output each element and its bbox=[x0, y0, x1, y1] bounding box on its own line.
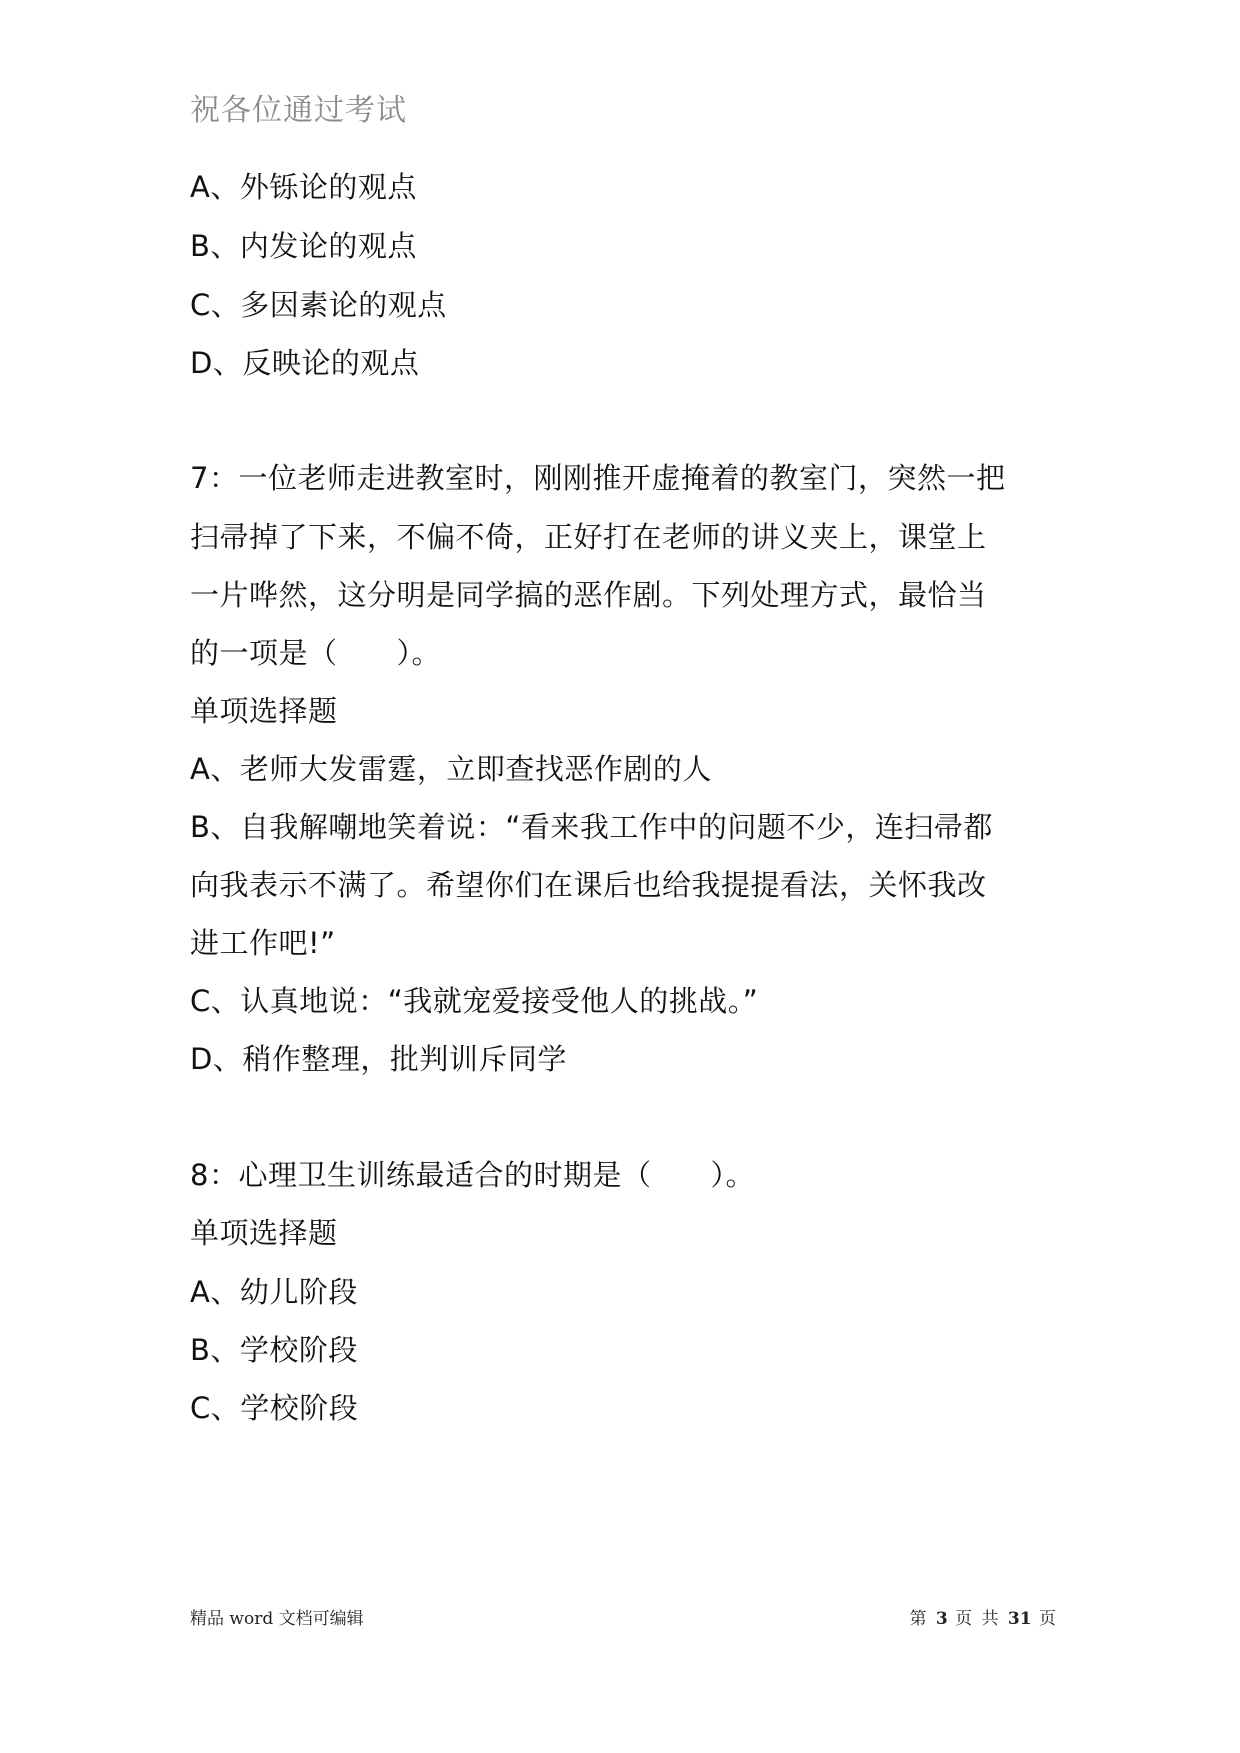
q8-option-b: B、学校阶段 bbox=[190, 1333, 358, 1367]
q7-stem-line-1: 7：一位老师走进教室时，刚刚推开虚掩着的教室门，突然一把 bbox=[190, 461, 1006, 495]
q8-question-type: 单项选择题 bbox=[190, 1216, 338, 1250]
q6-option-d: D、反映论的观点 bbox=[190, 346, 420, 380]
footer-left-text: 精品 word 文档可编辑 bbox=[190, 1609, 364, 1629]
q7-stem-line-4: 的一项是（ ）。 bbox=[190, 636, 442, 670]
q8-option-a: A、幼儿阶段 bbox=[190, 1275, 358, 1309]
q7-option-b-line-2: 向我表示不满了。希望你们在课后也给我提提看法，关怀我改 bbox=[190, 868, 987, 902]
q7-option-d: D、稍作整理，批判训斥同学 bbox=[190, 1042, 567, 1076]
q7-question-type: 单项选择题 bbox=[190, 694, 338, 728]
q7-option-c: C、认真地说：“我就宠爱接受他人的挑战。” bbox=[190, 984, 759, 1018]
page-suffix: 页 bbox=[1039, 1609, 1058, 1629]
q6-option-c: C、多因素论的观点 bbox=[190, 288, 447, 322]
q6-option-b: B、内发论的观点 bbox=[190, 229, 417, 263]
page-header-text: 祝各位通过考试 bbox=[190, 93, 407, 128]
page-current: 3 bbox=[935, 1609, 948, 1629]
q7-stem-line-2: 扫帚掉了下来，不偏不倚，正好打在老师的讲义夹上，课堂上 bbox=[190, 520, 987, 554]
q8-stem: 8：心理卫生训练最适合的时期是（ ）。 bbox=[190, 1158, 755, 1192]
q7-option-b-line-1: B、自我解嘲地笑着说：“看来我工作中的问题不少，连扫帚都 bbox=[190, 810, 993, 844]
page-mid: 页 共 bbox=[955, 1609, 1001, 1629]
q6-option-a: A、外铄论的观点 bbox=[190, 170, 417, 204]
page-prefix: 第 bbox=[909, 1609, 929, 1629]
q8-option-c: C、学校阶段 bbox=[190, 1391, 359, 1425]
q7-option-a: A、老师大发雷霆，立即查找恶作剧的人 bbox=[190, 752, 712, 786]
q7-stem-line-3: 一片哗然，这分明是同学搞的恶作剧。下列处理方式，最恰当 bbox=[190, 578, 987, 612]
page-total: 31 bbox=[1007, 1609, 1032, 1629]
page-number bbox=[909, 1608, 1058, 1630]
q7-option-b-line-3: 进工作吧!” bbox=[190, 926, 336, 960]
